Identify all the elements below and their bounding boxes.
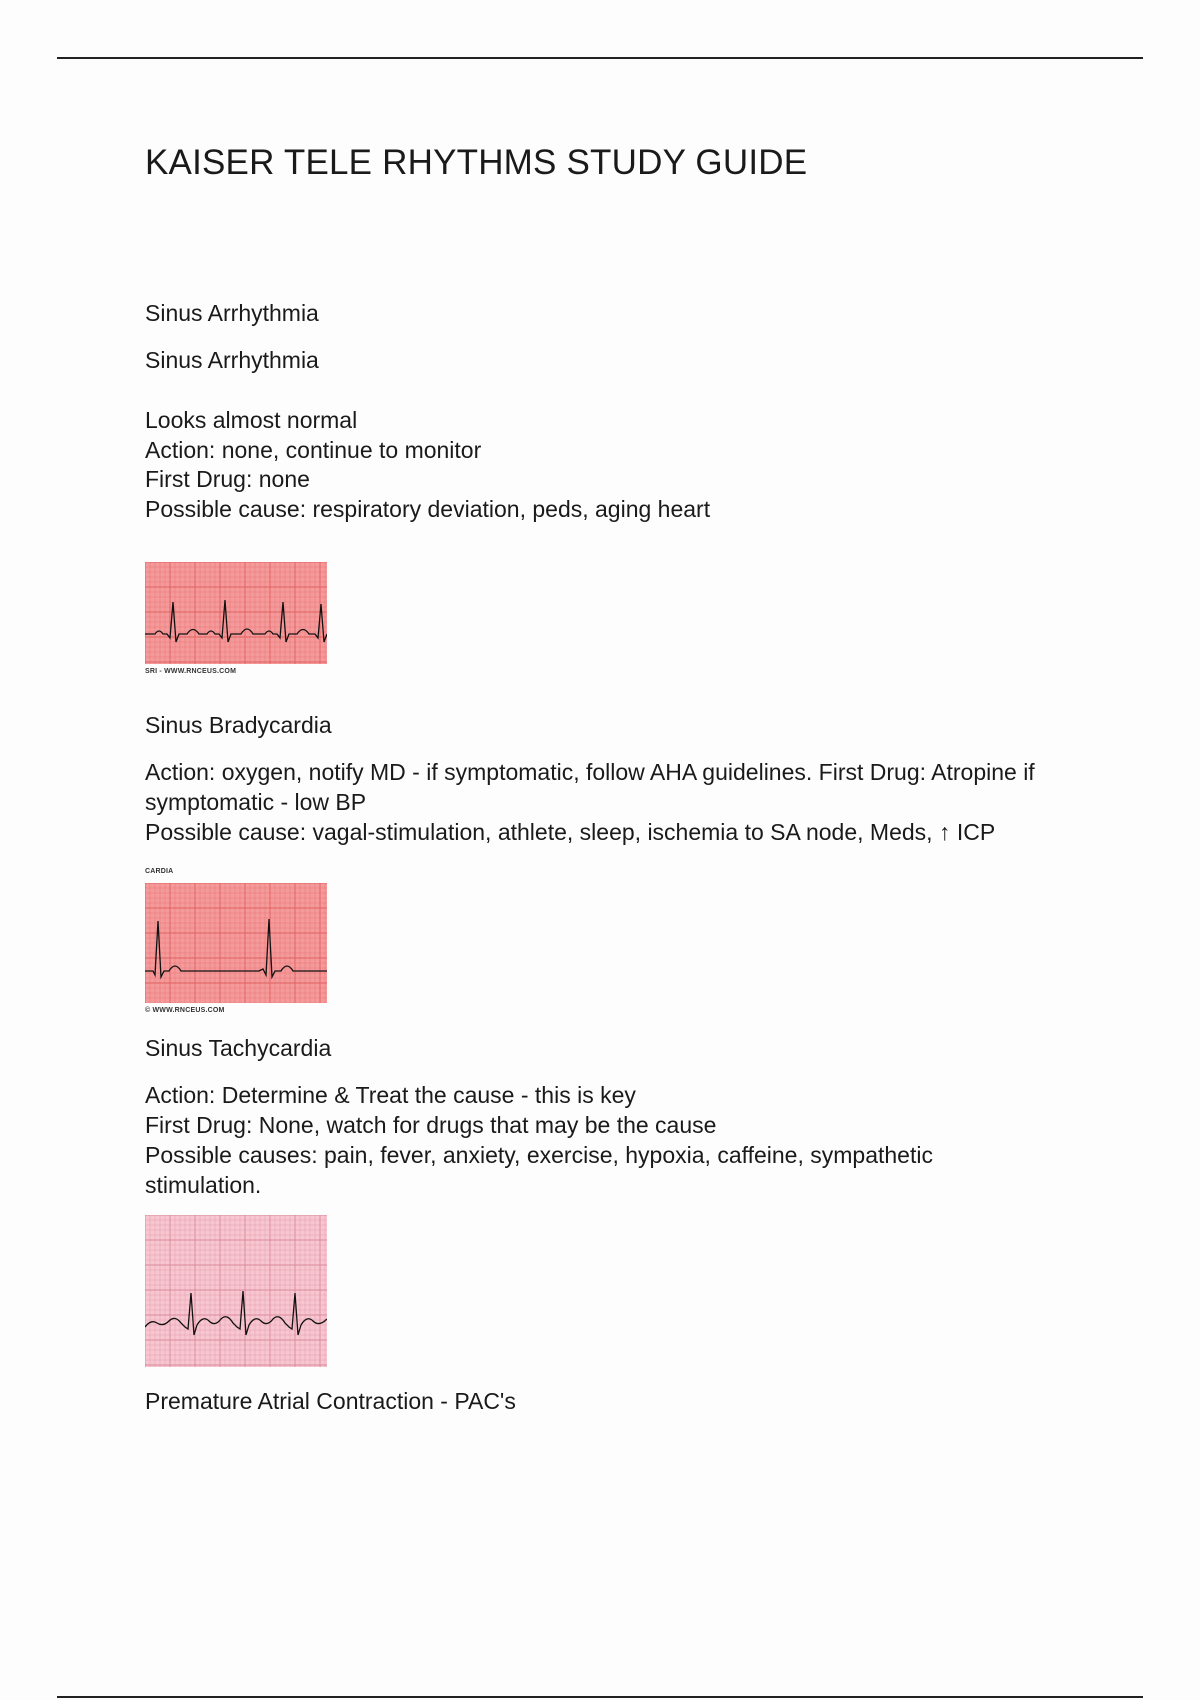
sinus-bradycardia-line-1: Action: oxygen, notify MD - if symptomatic, follow AHA guidelines. First Drug: Atropine if symptomatic - low BP [145,759,1035,815]
section-subheading-sinus-arrhythmia: Sinus Arrhythmia [145,347,319,373]
sinus-arrhythmia-line-1: Looks almost normal [145,407,358,433]
sinus-tachycardia-line-3: Possible causes: pain, fever, anxiety, exercise, hypoxia, caffeine, sympathetic stimulation. [145,1142,933,1198]
section-heading-sinus-tachycardia: Sinus Tachycardia [145,1035,332,1061]
section-heading-pacs: Premature Atrial Contraction - PAC's [145,1388,516,1414]
top-rule [57,57,1143,59]
ecg-strip-sinus-arrhythmia [145,562,327,664]
ecg-svg-sinus-arrhythmia [145,562,327,664]
sinus-arrhythmia-line-2: Action: none, continue to monitor [145,437,482,463]
ecg-caption-sinus-arrhythmia: SRI - WWW.RNCEUS.COM [145,668,237,675]
section-heading-sinus-arrhythmia: Sinus Arrhythmia [145,300,319,326]
ecg-svg-sinus-bradycardia [145,883,327,1003]
ecg-strip-sinus-bradycardia [145,883,327,1003]
ecg-caption-sinus-bradycardia: © WWW.RNCEUS.COM [145,1007,225,1014]
sinus-tachycardia-line-2: First Drug: None, watch for drugs that may be the cause [145,1112,717,1138]
sinus-tachycardia-line-1: Action: Determine & Treat the cause - this is key [145,1082,636,1108]
bottom-rule [57,1696,1143,1698]
document-title: KAISER TELE RHYTHMS STUDY GUIDE [145,143,808,182]
section-heading-sinus-bradycardia: Sinus Bradycardia [145,712,332,738]
ecg-label-sinus-bradycardia: CARDIA [145,868,174,875]
sinus-arrhythmia-line-3: First Drug: none [145,466,310,492]
ecg-strip-sinus-tachycardia [145,1215,327,1367]
ecg-svg-sinus-tachycardia [145,1215,327,1367]
sinus-arrhythmia-line-4: Possible cause: respiratory deviation, peds, aging heart [145,496,711,522]
sinus-bradycardia-line-2: Possible cause: vagal-stimulation, athlete, sleep, ischemia to SA node, Meds, ↑ ICP [145,819,996,845]
